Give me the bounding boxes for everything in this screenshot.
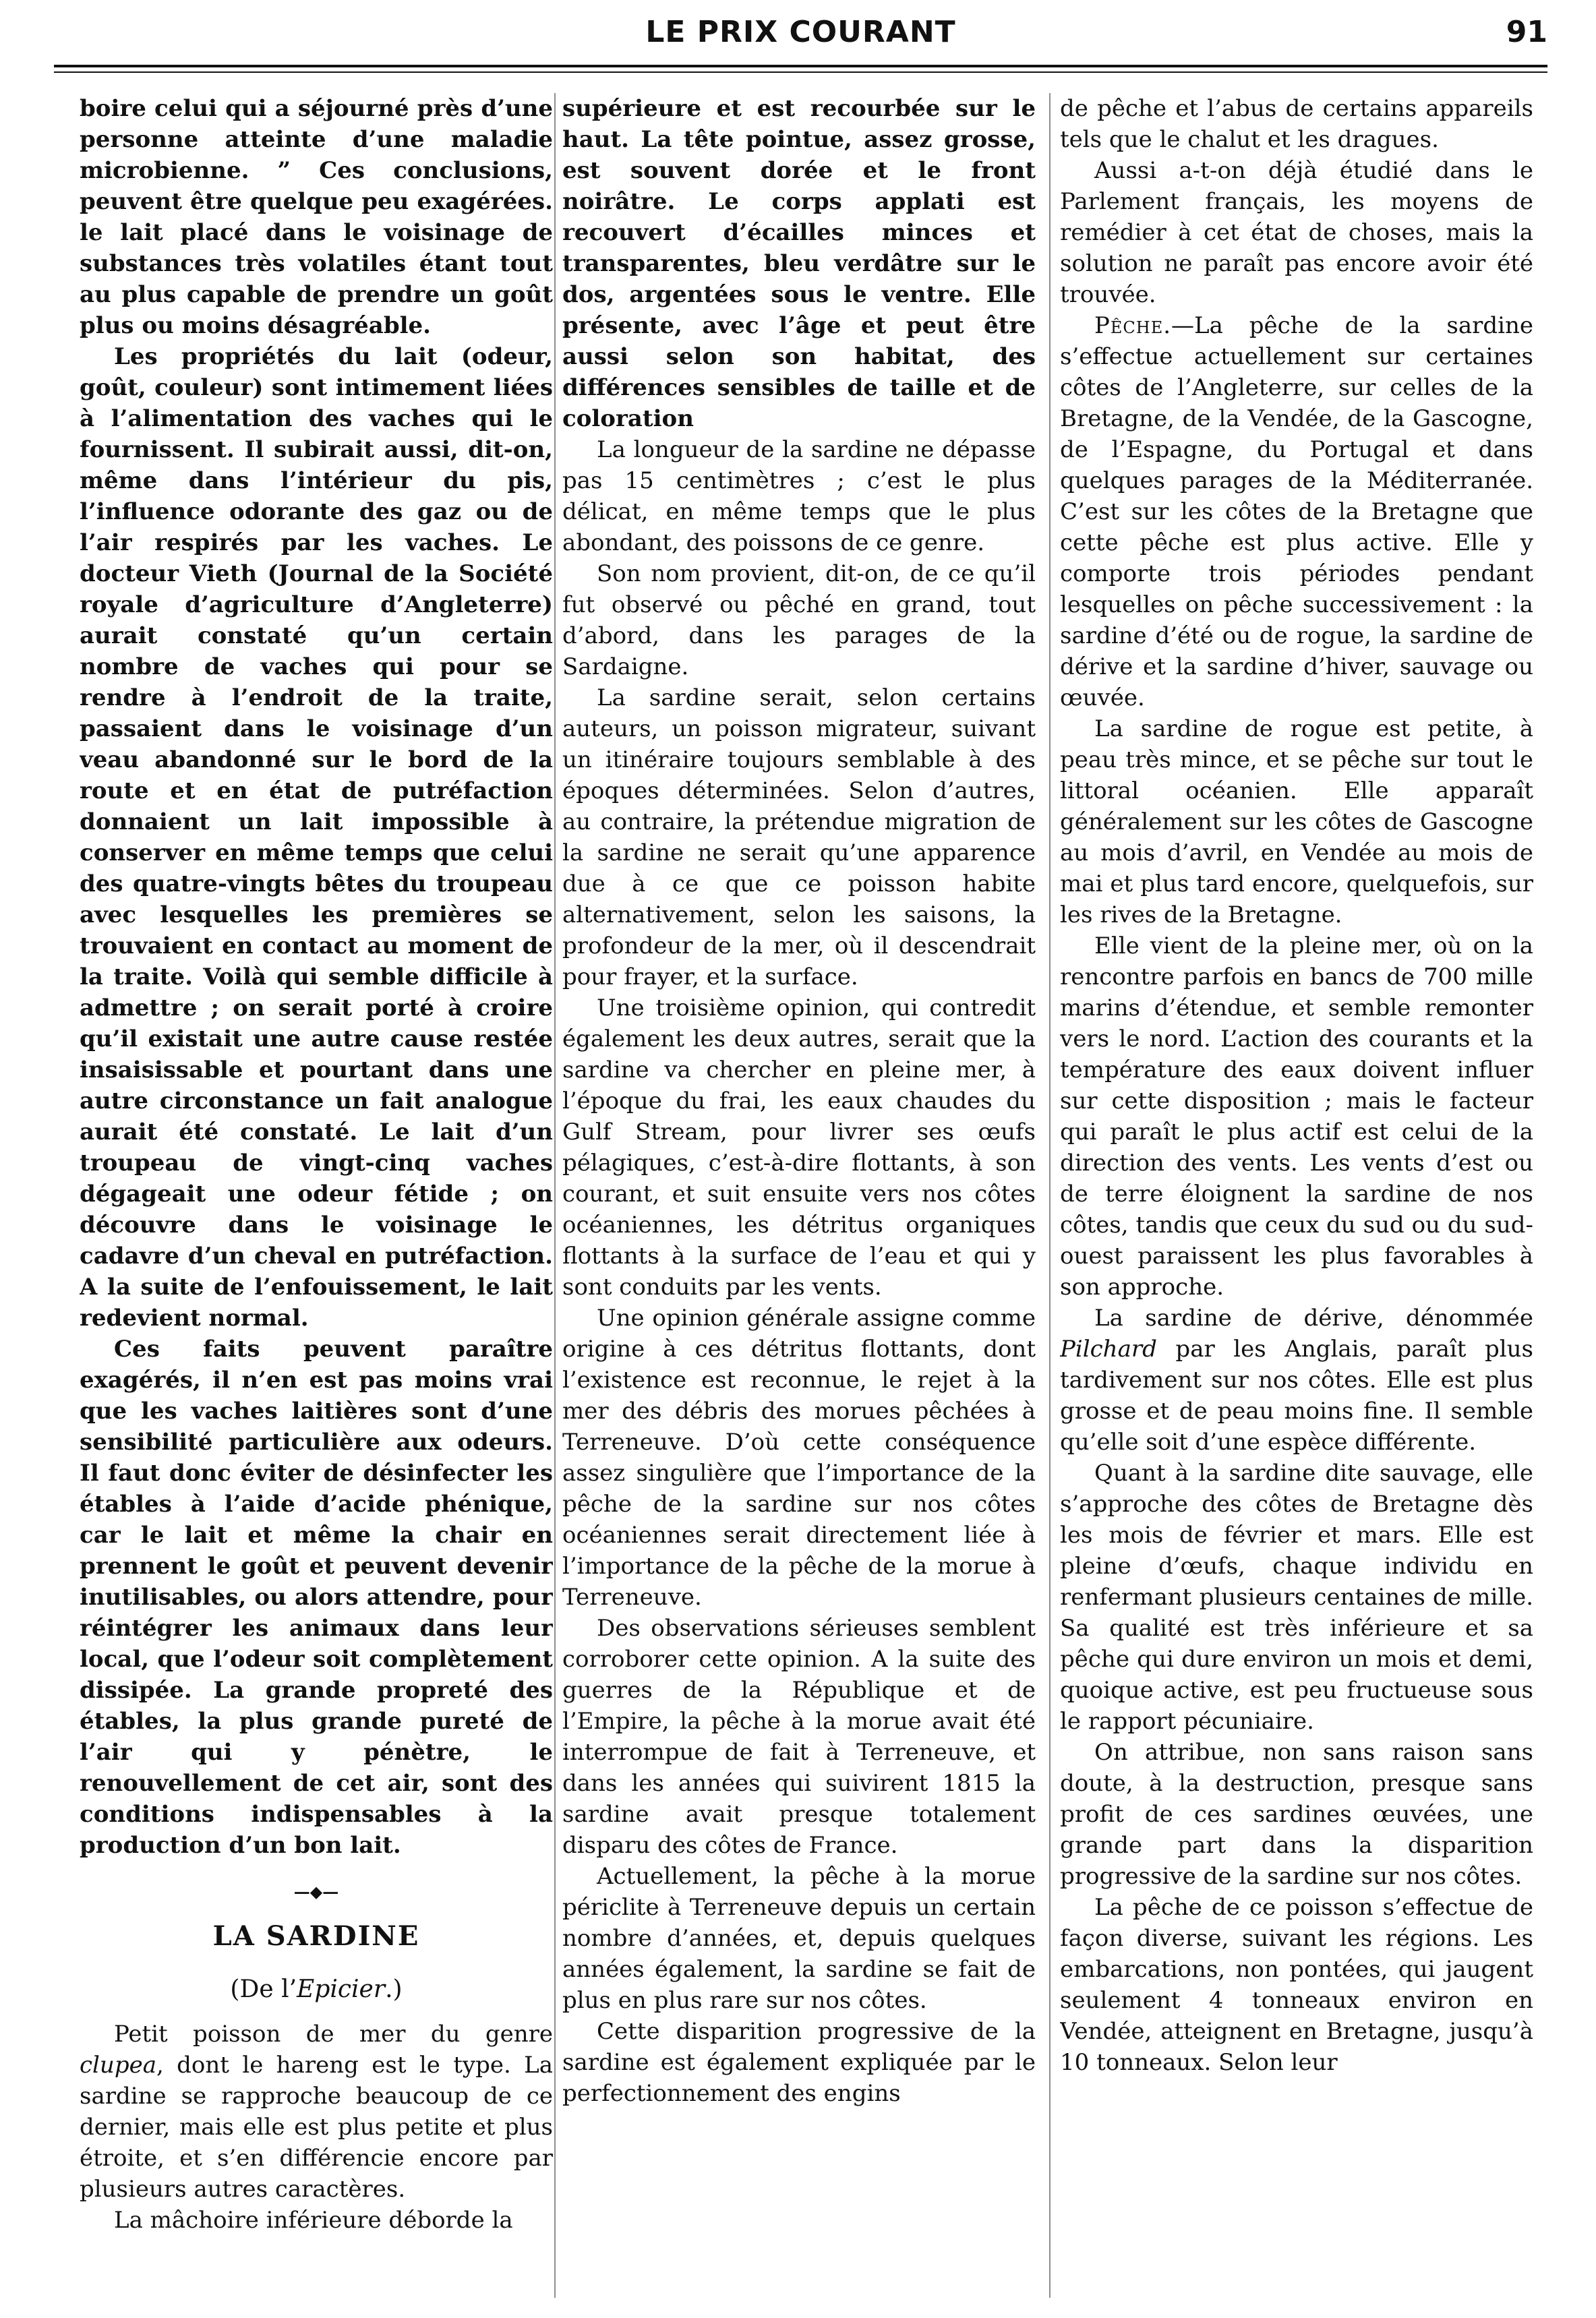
paragraph: Quant à la sardine dite sauvage, elle s’approche des côtes de Bretagne dès les mois de février et mars. Elle est pleine d’œufs, chaque individu en renfermant plusieurs centaines de mille. Sa qualité est très inférieure et sa pêche qui dure environ un mois et demi, quoique active, est peu fructueuse sous le rapport pécuniaire.: [1060, 1460, 1533, 1735]
paragraph: [80, 2019, 553, 2205]
paragraph: Une troisième opinion, qui contredit également les deux autres, serait que la sardine va chercher en pleine mer, à l’époque du frai, les eaux chaudes du Gulf Stream, pour livrer ses œufs pélagiques, c’est-à-dire flottants, à son courant, et suit ensuite vers nos côtes océaniennes, les détritus organiques flottants à la surface de l’eau et qui y sont conduits par les vents.: [562, 994, 1036, 1301]
pilchard-term: Pilchard: [1060, 1336, 1157, 1363]
page-header: [54, 15, 1547, 62]
paragraph: supérieure et est recourbée sur le haut. La tête pointue, assez grosse, est souvent dorée et le front noirâtre. Le corps applati est recouvert d’écailles minces et transparentes, bleu verdâtre sur le dos, argentées sous le ventre. Elle présente, avec l’âge et peut être aussi selon son habitat, des différences sensibles de taille et de coloration: [562, 95, 1036, 432]
paragraph: Ces faits peuvent paraître exagérés, il n’en est pas moins vrai que les vaches laitières sont d’une sensibilité particulière aux odeurs. Il faut donc éviter de désinfecter les étables à l’aide d’acide phénique, car le lait et même la chair en prennent le goût et peuvent devenir inutilisables, ou alors attendre, pour réintégrer les animaux dans leur local, que l’odeur soit complètement dissipée. La grande propreté des étables, la plus grande pureté de l’air qui y pénètre, le renouvellement de cet air, sont des conditions indispensables à la production d’un bon lait.: [80, 1336, 553, 1859]
header-rule-thick: [54, 65, 1547, 67]
source-name: Epicier: [297, 1975, 386, 2003]
article-title: LA SARDINE: [212, 1920, 420, 1952]
publication-title: LE PRIX COURANT: [645, 15, 956, 49]
column-divider: [554, 93, 556, 2298]
text-run: par les Anglais, paraît plus tardivement sur nos côtes. Elle est plus grosse et de peau moins fine. Il semble qu’elle soit d’une espèce différente.: [1060, 1336, 1533, 1456]
paragraph: de pêche et l’abus de certains appareils tels que le chalut et les dragues.: [1060, 95, 1533, 153]
text-run: La sardine de dérive, dénommée: [1094, 1305, 1533, 1332]
paragraph: La longueur de la sardine ne dépasse pas 15 centimètres ; c’est le plus délicat, en même temps que le plus abondant, des poissons de ce genre.: [562, 436, 1036, 556]
paragraph: [1060, 310, 1533, 713]
column-1: [80, 93, 553, 2298]
source-suffix: .): [385, 1975, 403, 2003]
paragraph: Les propriétés du lait (odeur, goût, couleur) sont intimement liées à l’alimentation des vaches qui le fournissent. Il subirait aussi, dit-on, même dans l’intérieur du pis, l’influence odorante des gaz ou de l’air respirés par les vaches. Le docteur Vieth (Journal de la Société royale d’agriculture d’Angleterre) aurait constaté qu’un certain nombre de vaches qui pour se rendre à l’endroit de la traite, passaient dans le voisinage d’un veau abandonné sur le bord de la route et en état de putréfaction donnaient un lait impossible à conserver en même temps que celui des quatre-vingts bêtes du troupeau avec lesquelles les premières se trouvaient en contact au moment de la traite. Voilà qui semble difficile à admettre ; on serait porté à croire qu’il existait une autre cause restée insaisissable et pourtant dans une autre circonstance un fait analogue aurait été constaté. Le lait d’un troupeau de vingt-cinq vaches dégageait une odeur fétide ; on découvre dans le voisinage le cadavre d’un cheval en putréfaction. A la suite de l’enfouissement, le lait redevient normal.: [80, 343, 553, 1332]
header-rule-thin: [54, 71, 1547, 73]
section-lead: Pêche.: [1094, 312, 1172, 339]
paragraph: La mâchoire inférieure déborde la: [114, 2207, 513, 2234]
paragraph: Aussi a-t-on déjà étudié dans le Parlement français, les moyens de remédier à cet état de choses, mais la solution ne paraît pas encore avoir été trouvée.: [1060, 157, 1533, 308]
column-divider: [1049, 93, 1051, 2298]
paragraph: La pêche de ce poisson s’effectue de façon diverse, suivant les régions. Les embarcations, non pontées, qui jaugent seulement 4 tonneaux environ en Vendée, atteignent en Bretagne, jusqu’à 10 tonneaux. Selon leur: [1060, 1894, 1533, 2076]
paragraph: Son nom provient, dit-on, de ce qu’il fut observé ou pêché en grand, tout d’abord, dans les parages de la Sardaigne.: [562, 560, 1036, 680]
paragraph: Cette disparition progressive de la sardine est également expliquée par le perfectionnement des engins: [562, 2018, 1036, 2107]
paragraph: [1060, 1303, 1533, 1458]
paragraph: La sardine de rogue est petite, à peau très mince, et se pêche sur tout le littoral océanien. Elle apparaît généralement sur les côtes de Gascogne au mois d’avril, en Vendée au mois de mai et plus tard encore, quelquefois, sur les rives de la Bretagne.: [1060, 715, 1533, 928]
paragraph: Actuellement, la pêche à la morue périclite à Terreneuve depuis un certain nombre d’années, et, depuis quelques années également, la sardine se fait de plus en plus rare sur nos côtes.: [562, 1863, 1036, 2014]
text-run: —La pêche de la sardine s’effectue actuellement sur certaines côtes de l’Angleterre, sur celles de la Bretagne, de la Vendée, de la Gascogne, de l’Espagne, du Portugal et dans quelques parages de la Méditerranée. C’est sur les côtes de la Bretagne que cette pêche est plus active. Elle y comporte trois périodes pendant lesquelles on pêche successivement : la sardine d’été ou de rogue, la sardine de dérive et la sardine d’hiver, sauvage ou œuvée.: [1060, 312, 1533, 711]
column-3: [1060, 93, 1533, 2298]
article-source: [80, 1973, 553, 2007]
article-separator: —◆—: [293, 1882, 339, 1901]
source-prefix: (De l’: [230, 1975, 297, 2003]
paragraph: Une opinion générale assigne comme origine à ces détritus flottants, dont l’existence est reconnue, le rejet à la mer des débris des morues pêchées à Terreneuve. D’où cette conséquence assez singulière que l’importance de la pêche de la sardine sur nos côtes océaniennes serait directement liée à l’importance de la pêche de la morue à Terreneuve.: [562, 1305, 1036, 1611]
latin-genus: clupea: [80, 2052, 156, 2079]
paragraph: La sardine serait, selon certains auteurs, un poisson migrateur, suivant un itinéraire toujours semblable à des époques déterminées. Selon d’autres, au contraire, la prétendue migration de la sardine ne serait qu’une apparence due à ce que ce poisson habite alternativement, selon les saisons, la profondeur de la mer, où il descendrait pour frayer, et la surface.: [562, 684, 1036, 990]
paragraph: Des observations sérieuses semblent corroborer cette opinion. A la suite des guerres de la République et de l’Empire, la pêche à la morue avait été interrompue de fait à Terreneuve, et dans les années qui suivirent 1815 la sardine avait presque totalement disparu des côtes de France.: [562, 1615, 1036, 1859]
page-number: 91: [1506, 15, 1547, 49]
column-2: [562, 93, 1036, 2298]
paragraph: Elle vient de la pleine mer, où on la rencontre parfois en bancs de 700 mille marins d’étendue, et semble remonter vers le nord. L’action des courants et la température des eaux doivent influer sur cette disposition ; mais le facteur qui paraît le plus actif est celui de la direction des vents. Les vents d’est ou de terre éloignent la sardine de nos côtes, tandis que ceux du sud ou du sud-ouest paraissent les plus favorables à son approche.: [1060, 932, 1533, 1301]
text-run: Petit poisson de mer du genre: [114, 2021, 553, 2048]
text-run: , dont le hareng est le type. La sardine se rapproche beaucoup de ce dernier, mais elle est plus petite et plus étroite, et s’en différencie encore par plusieurs autres caractères.: [80, 2052, 553, 2203]
paragraph: On attribue, non sans raison sans doute, à la destruction, presque sans profit de ces sardines œuvées, une grande part dans la disparition progressive de la sardine sur nos côtes.: [1060, 1739, 1533, 1890]
paragraph: boire celui qui a séjourné près d’une personne atteinte d’une maladie microbienne. ” Ces conclusions, peuvent être quelque peu exagérées. le lait placé dans le voisinage de substances très volatiles étant tout au plus capable de prendre un goût plus ou moins désagréable.: [80, 95, 553, 339]
